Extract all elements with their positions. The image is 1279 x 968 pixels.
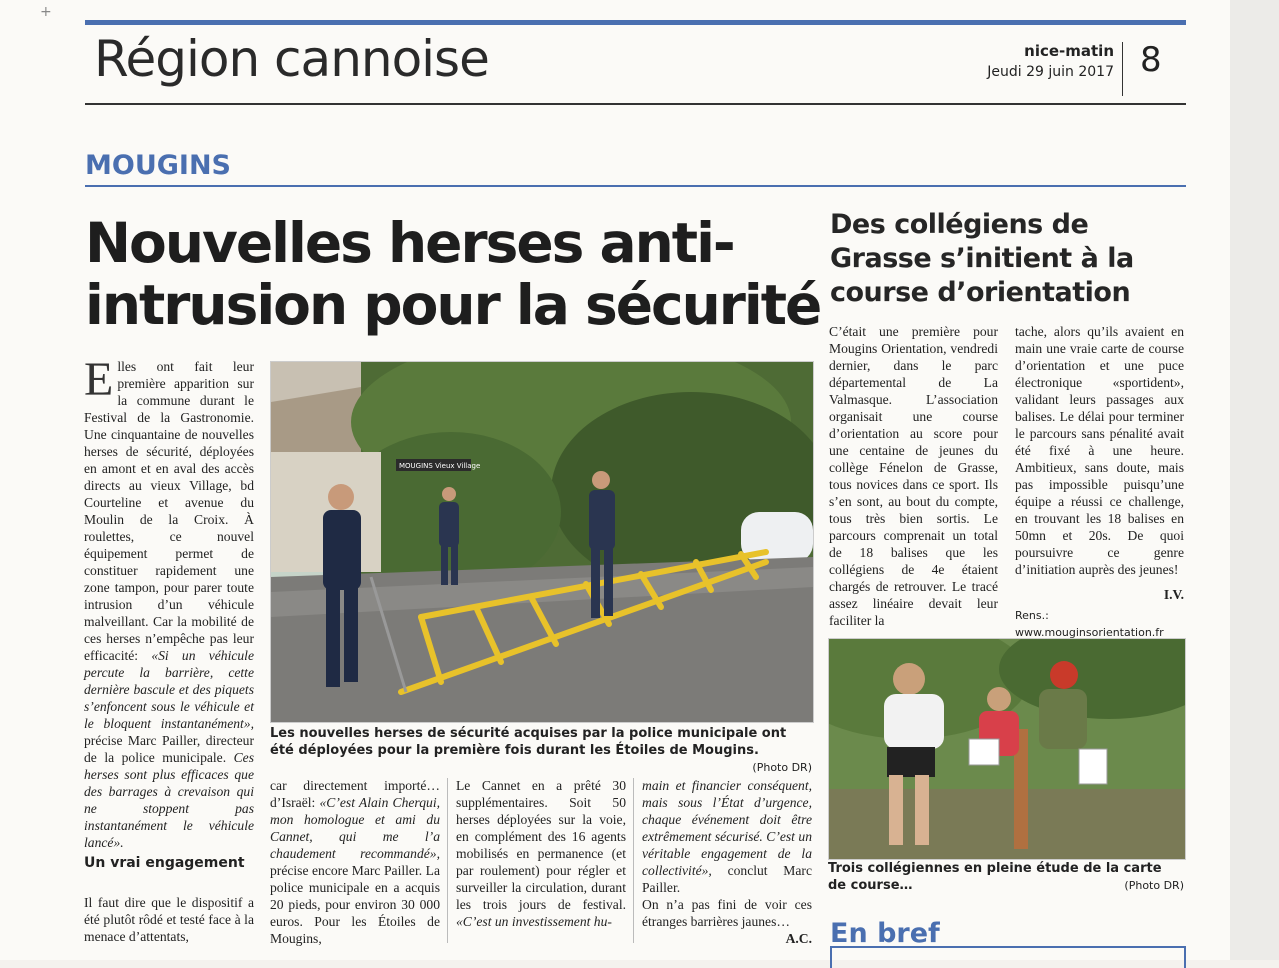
col2-b: précise encore Marc Pailler. La police municipale en a acquis 20 pieds, pour environ 30 000 euros. Pour les Étoiles de Mougins, (270, 863, 440, 946)
article-column-2 (270, 777, 440, 947)
article-subhead: Un vrai engagement (84, 855, 245, 871)
side-caption-text: Trois collégiennes en pleine étude de la carte de course… (828, 861, 1162, 893)
en-bref-box (830, 946, 1186, 968)
col2-quote: «C’est Alain Cherqui, mon homologue et ami du Cannet, qui me l’a chaudement recommandé», (270, 795, 440, 861)
kicker-rule (85, 185, 1186, 187)
en-bref-heading: En bref (830, 918, 940, 949)
col4-signature: A.C. (785, 931, 812, 946)
issue-date: Jeudi 29 juin 2017 (987, 64, 1114, 80)
crop-mark: + (40, 4, 52, 20)
paper-name: nice-matin (1024, 42, 1114, 60)
scan-edge (1230, 0, 1279, 960)
col4-a: conclut Marc Pailler. (642, 863, 812, 895)
students-photo-illustration (829, 639, 1185, 859)
article-kicker: MOUGINS (85, 150, 231, 181)
side-info-link[interactable]: Rens.: www.mouginsorientation.fr (1015, 609, 1164, 639)
col1-quote: «Si un véhicule percute la barrière, cette dernière bascule et des piquets s’enfoncent sous le véhicule et le bloquent instantanément», (84, 648, 254, 731)
photo-caption (270, 725, 812, 776)
side-signature: I.V. (1163, 587, 1184, 602)
side-photo-caption (828, 860, 1184, 894)
side-column-b (1015, 323, 1184, 641)
barrier-photo (270, 361, 814, 723)
header-separator (1122, 42, 1123, 96)
col1-quote-2: Ces herses sont plus efficaces que des barrages à crevaison qui ne stoppent pas instantanément le véhicule lancé». (84, 750, 254, 850)
road-sign-text: MOUGINS Vieux Village (399, 462, 481, 470)
top-accent-rule (85, 20, 1186, 25)
side-column-b-text: tache, alors qu’ils avaient en main une vraie carte de course d’orientation et une puce électronique «sportident», validant leurs passages aux balises. Le délai pour terminer le parcours sans pénalité avait été fixé à une heure. Ambitieux, sans doute, mais pas impossible puisqu’une équipe a réussi ce challenge, en trouvant les 18 balises en 50mn et 20s. De quoi poursuivre ce genre d’initiation auprès des jeunes! (1015, 324, 1184, 577)
column-divider (447, 778, 448, 943)
col3-quote: «C’est un investissement hu- (456, 914, 612, 929)
barrier-photo-illustration (271, 362, 813, 722)
column-divider-2 (633, 778, 634, 943)
col1-after: précise Marc Pailler, directeur de la police municipale. (84, 733, 254, 765)
article-column-4 (642, 777, 812, 947)
col4-quote: main et financier conséquent, mais sous l’État d’urgence, chaque événement doit être extrêmement sécurisé. C’est un véritable engagement de la collectivité», (642, 778, 812, 878)
col3-a: Le Cannet en a prêté 30 supplémentaires. Soit 50 herses déployées sur la voie, en complément des 16 agents mobilisés en permanence (et par roulement) pour régler et surveiller la circulation, durant les trois jours de festival. (456, 778, 626, 912)
article-headline: Nouvelles herses anti-intrusion pour la sécurité (85, 211, 821, 337)
header-rule (85, 103, 1186, 105)
page-number: 8 (1140, 40, 1162, 80)
article-column-1 (84, 353, 254, 851)
photo-credit: (Photo DR) (752, 761, 812, 774)
dropcap: E (84, 353, 114, 406)
article-column-3 (456, 777, 626, 930)
students-photo (828, 638, 1186, 860)
col4-b: On n’a pas fini de voir ces étranges barrières jaunes… (642, 897, 812, 929)
col1-intro: lles ont fait leur première apparition sur la commune durant le Festival de la Gastronomie. Une cinquantaine de nouvelles herses de sécurité, déployées en amont et en aval des accès directs au vieux Village, bd Courteline et avenue du Moulin de la Croix. À roulettes, ce nouvel équipement permet de constituer rapidement une zone tampon, pour parer toute intrusion d’un véhicule malveillant. Car la mobilité de ces herses n’empêche pas leur efficacité: (84, 359, 254, 663)
col1-end: Il faut dire que le dispositif a été plutôt rôdé et testé face à la menace d’attentats, (84, 895, 254, 944)
col2-a: car directement importé…d’Israël: (270, 778, 440, 810)
side-photo-credit: (Photo DR) (1124, 879, 1184, 892)
photo-caption-text: Les nouvelles herses de sécurité acquises par la police municipale ont été déployées pour la première fois durant les Étoiles de Mougins. (270, 726, 787, 758)
side-column-a: C’était une première pour Mougins Orientation, vendredi dernier, dans le parc départemental de La Valmasque. L’association organisait une course d’orientation au score pour une centaine de jeunes du collège Fénelon de Grasse, tous novices dans ce sport. Ils s’en sont, au bout du compte, tous très bien sortis. Le parcours comprenait un total de 18 balises que les collégiens de 4e étaient chargés de retrouver. Le tracé assez linéaire devait leur faciliter la (829, 324, 998, 628)
section-title: Région cannoise (94, 30, 489, 88)
side-headline: Des collégiens de Grasse s’initient à la course d’orientation (830, 209, 1134, 308)
